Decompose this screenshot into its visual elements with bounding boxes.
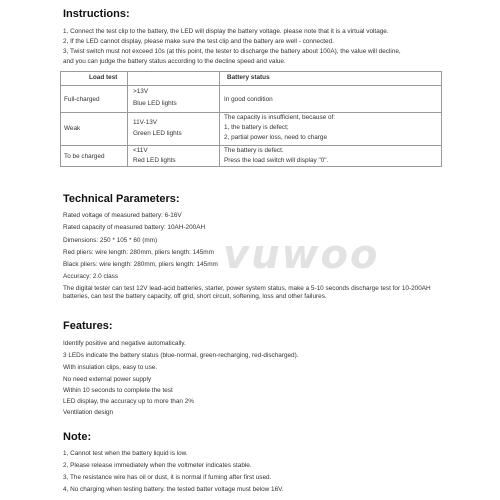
- instruction-line-3: 3, Twist switch must not exceed 10s (at this point, the tester to discharge the battery about 100A), the value will decline,: [63, 48, 401, 55]
- table-row-load-value: <11V: [133, 147, 148, 154]
- battery-status-table: [60, 71, 442, 167]
- table-row-status: Press the load switch will display "0".: [224, 157, 329, 164]
- technical-line: Black pliers: wire length: 280mm, pliers length: 145mm: [63, 261, 218, 268]
- table-row-led: Green LED lights: [133, 130, 182, 137]
- note-line: 1, Cannot test when the battery liquid is low.: [63, 450, 188, 457]
- feature-line: Ventilation design: [63, 409, 114, 416]
- table-row-status: In good condition: [224, 96, 273, 103]
- table-row-status: 2, partial power loss, need to charge: [224, 134, 328, 141]
- instructions-heading: Instructions:: [63, 8, 130, 20]
- table-divider: [127, 72, 128, 166]
- technical-line: Red pliers: wire length: 280mm, pliers length: 145mm: [63, 249, 214, 256]
- instruction-line-2: 2, If the LED cannot display, please make sure the test clip and the battery are well - connected.: [63, 38, 334, 45]
- table-header-load: Load test: [89, 74, 118, 81]
- table-divider: [61, 112, 441, 113]
- table-row-load-value: 11V-13V: [133, 119, 158, 126]
- note-line: 2, Please release immediately when the voltmeter indicates stable.: [63, 462, 252, 469]
- table-row-led: Blue LED lights: [133, 100, 177, 107]
- feature-line: 3 LEDs indicate the battery status (blue-normal, green-recharging, red-discharged).: [63, 352, 299, 359]
- note-heading: Note:: [63, 431, 92, 443]
- table-row-led: Red LED lights: [133, 157, 176, 164]
- feature-line: Identify positive and negative automatically.: [63, 340, 186, 347]
- feature-line: No need external power supply: [63, 376, 152, 383]
- note-line: 3, The resistance wire has oil or dust, it is normal if fuming after first used.: [63, 474, 272, 481]
- table-row-label: Full-charged: [64, 96, 100, 103]
- table-divider: [61, 145, 441, 146]
- technical-line: Rated capacity of measured battery: 10AH-200AH: [63, 224, 206, 231]
- instruction-line-4: and you can judge the battery status according to the decline speed and value.: [63, 58, 286, 65]
- table-divider: [219, 72, 220, 166]
- table-row-label: Weak: [64, 125, 81, 132]
- feature-line: LED display, the accuracy up to more than 2%: [63, 398, 194, 405]
- watermark-logo: vuwoo: [223, 232, 380, 278]
- table-row-status: 1, the battery is defect;: [224, 124, 289, 131]
- table-row-status: The capacity is insufficient, because of:: [224, 114, 336, 121]
- table-header-status: Battery status: [227, 74, 270, 81]
- technical-heading: Technical Parameters:: [63, 193, 180, 205]
- technical-line: Rated voltage of measured battery: 6-16V: [63, 212, 182, 219]
- feature-line: With insulation clips, easy to use.: [63, 364, 158, 371]
- technical-line: Dimensions: 250 * 105 * 60 (mm): [63, 237, 158, 244]
- table-row-load-value: >13V: [133, 88, 149, 95]
- table-divider: [61, 85, 441, 86]
- features-heading: Features:: [63, 320, 113, 332]
- technical-paragraph: The digital tester can test 12V lead-acid batteries, starter, power system status, make a 5-10 seconds discharge test for 10-200AH batteries, can test the battery capacity, off grid, short circuit, softening, loss and other failures.: [63, 285, 431, 300]
- table-row-label: To be charged: [64, 153, 105, 160]
- table-row-status: The battery is defect.: [224, 147, 284, 154]
- note-line: 4, No charging when testing battery. the tested batter voltage must below 16V.: [63, 486, 284, 493]
- technical-line: Accuracy: 2.0 class: [63, 273, 119, 280]
- feature-line: Within 10 seconds to complete the test: [63, 387, 173, 394]
- instruction-line-1: 1, Connect the test clip to the battery, the LED will display the battery voltage. please note that it is a virtual voltage.: [63, 28, 389, 35]
